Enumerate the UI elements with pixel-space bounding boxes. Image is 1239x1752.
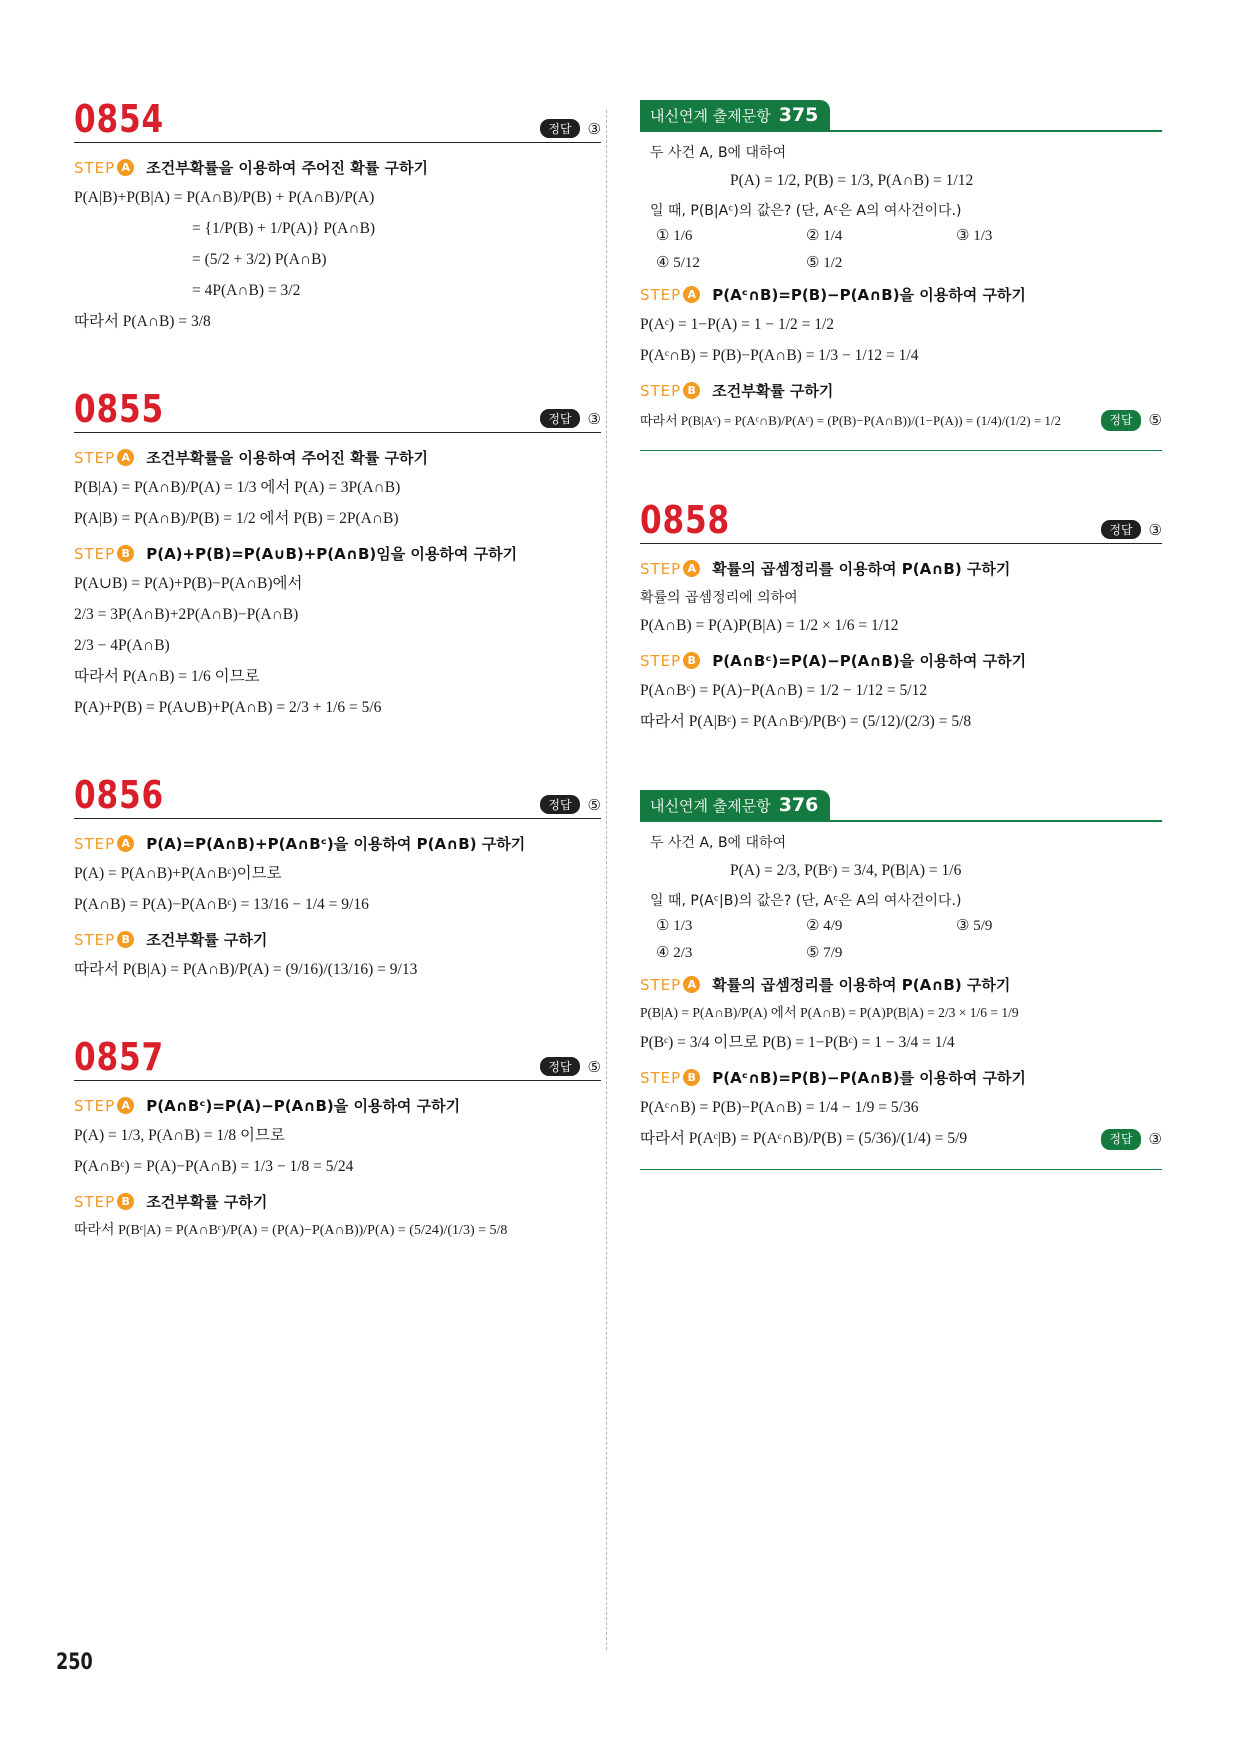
math-line: P(A∪B) = P(A)+P(B)−P(A∩B)에서 [74,575,303,593]
step-letter: A [117,159,134,176]
math-line: = {1/P(B) + 1/P(A)} P(A∩B) [192,220,376,238]
math-line: P(B|A) = P(A∩B)/P(A) = 1/3 에서 P(A) = 3P(A∩B) [74,479,401,497]
related-badge [640,790,830,820]
answer [1101,1128,1162,1151]
choice: ⑤ 7/9 [806,945,843,962]
step-title: P(A)=P(A∩B)+P(A∩Bᶜ)을 이용하여 P(A∩B) 구하기 [146,835,526,854]
choice: ① 1/3 [656,918,693,935]
section-end-rule [640,450,1162,451]
math-line: = (5/2 + 3/2) P(A∩B) [192,251,327,269]
answer-value: ③ [587,120,601,138]
math-text: 따라서 P(Aᶜ|B) = P(Aᶜ∩B)/P(B) = (5/36)/(1/4) = 5/9 [640,1130,968,1148]
answer [540,1057,601,1076]
math-line: P(Aᶜ) = 1−P(A) = 1 − 1/2 = 1/2 [640,316,835,334]
choice: ④ 5/12 [656,255,700,272]
math-line: = 4P(A∩B) = 3/2 [192,282,301,300]
related-label: 내신연계 출제문항 [650,107,771,125]
answer [1101,409,1162,432]
math-line: P(Bᶜ) = 3/4 이므로 P(B) = 1−P(Bᶜ) = 1 − 3/4 = 1/4 [640,1034,955,1052]
answer-badge: 정답 [540,1057,579,1076]
problem-number: 0857 [74,1035,165,1080]
step-word: STEP [74,1096,116,1115]
step-letter: B [683,652,700,669]
math-line: P(A∩Bᶜ) = P(A)−P(A∩B) = 1/3 − 1/8 = 5/24 [74,1158,354,1176]
choice: ⑤ 1/2 [806,255,843,272]
step-header [640,1067,1162,1088]
step-word: STEP [74,1192,116,1211]
step-title: 확률의 곱셈정리를 이용하여 P(A∩B) 구하기 [712,560,1011,579]
math-line: P(A∩B) = P(A)P(B|A) = 1/2 × 1/6 = 1/12 [640,617,899,635]
problem-header [74,97,601,143]
related-header [640,100,1162,132]
step-word: STEP [74,158,116,177]
problem-header [74,773,601,819]
step-header [640,284,1162,305]
answer-value: ③ [1148,521,1162,539]
step-letter: B [683,382,700,399]
section-end-rule [640,1169,1162,1170]
step-letter: B [683,1069,700,1086]
math-line: P(A∩B) = P(A)−P(A∩Bᶜ) = 13/16 − 1/4 = 9/16 [74,896,369,914]
question-line: P(A) = 1/2, P(B) = 1/3, P(A∩B) = 1/12 [730,172,974,189]
step-title: P(Aᶜ∩B)=P(B)−P(A∩B)를 이용하여 구하기 [712,1069,1026,1088]
column-divider [606,110,607,1650]
choice: ② 1/4 [806,228,843,245]
math-line: 따라서 P(A∩B) = 1/6 이므로 [74,668,260,686]
math-line: 2/3 = 3P(A∩B)+2P(A∩B)−P(A∩B) [74,606,299,624]
step-word: STEP [640,381,682,400]
step-header [74,1191,601,1212]
step-word: STEP [640,975,682,994]
step-letter: A [117,449,134,466]
step-header [640,974,1162,995]
step-title: 확률의 곱셈정리를 이용하여 P(A∩B) 구하기 [712,976,1011,995]
right-column [640,100,1162,1220]
math-line: P(B|A) = P(A∩B)/P(A) 에서 P(A∩B) = P(A)P(B|A) = 2/3 × 1/6 = 1/9 [640,1005,1019,1021]
related-problem-375 [640,100,1162,451]
math-line: P(Aᶜ∩B) = P(B)−P(A∩B) = 1/4 − 1/9 = 5/36 [640,1099,919,1117]
step-letter: A [683,560,700,577]
question-line: 두 사건 A, B에 대하여 [650,145,787,161]
step-letter: A [117,1097,134,1114]
problem-0857 [74,1035,601,1242]
problem-0856 [74,773,601,982]
answer-value: ⑤ [587,796,601,814]
text-line: 확률의 곱셈정리에 의하여 [640,590,798,607]
answer-value: ③ [1148,1130,1162,1148]
choice: ② 4/9 [806,918,843,935]
question-line: P(A) = 2/3, P(Bᶜ) = 3/4, P(B|A) = 1/6 [730,862,962,880]
related-number: 376 [778,794,819,817]
question-line: 일 때, P(Aᶜ|B)의 값은? (단, Aᶜ은 A의 여사건이다.) [650,893,962,910]
math-line: P(A|B) = P(A∩B)/P(B) = 1/2 에서 P(B) = 2P(A∩B) [74,510,399,528]
step-title: 조건부확률 구하기 [712,382,834,401]
answer [1101,520,1162,539]
problem-number: 0855 [74,387,165,432]
step-title: 조건부확률을 이용하여 주어진 확률 구하기 [146,159,428,177]
related-problem-376 [640,790,1162,1170]
choice-list [656,916,1162,962]
answer-badge: 정답 [1101,520,1140,539]
problem-header [74,387,601,433]
step-header [640,650,1162,671]
step-word: STEP [640,1068,682,1087]
step-header [640,558,1162,579]
choice: ③ 5/9 [956,918,993,935]
math-text: 따라서 P(B|Aᶜ) = P(Aᶜ∩B)/P(Aᶜ) = (P(B)−P(A∩B))/(1−P(A)) = (1/4)/(1/2) = 1/2 [640,412,1062,428]
step-title: P(A∩Bᶜ)=P(A)−P(A∩B)을 이용하여 구하기 [146,1097,461,1116]
math-line: P(A) = P(A∩B)+P(A∩Bᶜ)이므로 [74,865,282,883]
step-word: STEP [74,834,116,853]
step-letter: A [683,976,700,993]
step-title: P(Aᶜ∩B)=P(B)−P(A∩B)을 이용하여 구하기 [712,286,1026,305]
step-word: STEP [640,559,682,578]
problem-0854 [74,97,601,334]
problem-0855 [74,387,601,720]
step-header [640,380,1162,401]
step-header [74,157,601,178]
page-number: 250 [56,1650,93,1675]
related-label: 내신연계 출제문항 [650,797,771,816]
math-line: P(A∩Bᶜ) = P(A)−P(A∩B) = 1/2 − 1/12 = 5/12 [640,682,928,700]
step-header [74,1095,601,1116]
problem-number: 0856 [74,773,165,818]
answer-badge: 정답 [540,409,579,428]
choice-list [656,226,1162,272]
answer-badge: 정답 [540,119,579,138]
problem-header [640,498,1162,544]
related-number: 375 [778,104,819,126]
step-word: STEP [640,285,682,304]
related-header [640,790,1162,822]
step-header [74,929,601,950]
question-line: 일 때, P(B|Aᶜ)의 값은? (단, Aᶜ은 A의 여사건이다.) [650,203,962,220]
math-line: P(Aᶜ∩B) = P(B)−P(A∩B) = 1/3 − 1/12 = 1/4 [640,347,919,365]
step-letter: B [117,931,134,948]
related-badge [640,100,830,130]
step-title: 조건부확률 구하기 [146,1193,268,1212]
math-line [640,1127,1162,1151]
answer-badge: 정답 [540,795,579,814]
choice: ③ 1/3 [956,228,993,245]
step-letter: A [117,835,134,852]
math-line: 따라서 P(A∩B) = 3/8 [74,313,211,331]
choice: ① 1/6 [656,228,693,245]
answer [540,119,601,138]
step-title: P(A)+P(B)=P(A∪B)+P(A∩B)임을 이용하여 구하기 [146,545,518,564]
choice: ④ 2/3 [656,945,693,962]
step-word: STEP [74,930,116,949]
left-column [74,97,601,1298]
step-word: STEP [74,544,116,563]
math-line: 2/3 − 4P(A∩B) [74,637,170,655]
problem-header [74,1035,601,1081]
step-header [74,447,601,468]
answer-value: ③ [587,410,601,428]
step-title: 조건부확률 구하기 [146,931,268,950]
math-line: P(A)+P(B) = P(A∪B)+P(A∩B) = 2/3 + 1/6 = 5/6 [74,699,382,717]
math-line: P(A|B)+P(B|A) = P(A∩B)/P(B) + P(A∩B)/P(A) [74,189,375,206]
step-letter: B [117,545,134,562]
answer-value: ⑤ [1148,412,1162,430]
step-letter: B [117,1193,134,1210]
answer [540,795,601,814]
question-line: 두 사건 A, B에 대하여 [650,835,787,852]
step-word: STEP [640,651,682,670]
math-line: 따라서 P(B|A) = P(A∩B)/P(A) = (9/16)/(13/16) = 9/13 [74,961,418,979]
answer-badge: 정답 [1101,410,1140,431]
math-line: 따라서 P(A|Bᶜ) = P(A∩Bᶜ)/P(Bᶜ) = (5/12)/(2/3) = 5/8 [640,713,972,731]
answer-badge: 정답 [1101,1129,1140,1150]
step-word: STEP [74,448,116,467]
related-question [640,142,1162,272]
step-header [74,833,601,854]
math-line: 따라서 P(Bᶜ|A) = P(A∩Bᶜ)/P(A) = (P(A)−P(A∩B))/P(A) = (5/24)/(1/3) = 5/8 [74,1223,508,1239]
answer-value: ⑤ [587,1058,601,1076]
problem-0858 [640,498,1162,734]
step-title: P(A∩Bᶜ)=P(A)−P(A∩B)을 이용하여 구하기 [712,652,1027,671]
answer [540,409,601,428]
step-header [74,543,601,564]
math-line: P(A) = 1/3, P(A∩B) = 1/8 이므로 [74,1127,285,1145]
step-title: 조건부확률을 이용하여 주어진 확률 구하기 [146,449,428,468]
related-question [640,832,1162,962]
problem-number: 0858 [640,498,731,543]
math-line [640,409,1162,432]
step-letter: A [683,286,700,303]
problem-number: 0854 [74,97,165,141]
